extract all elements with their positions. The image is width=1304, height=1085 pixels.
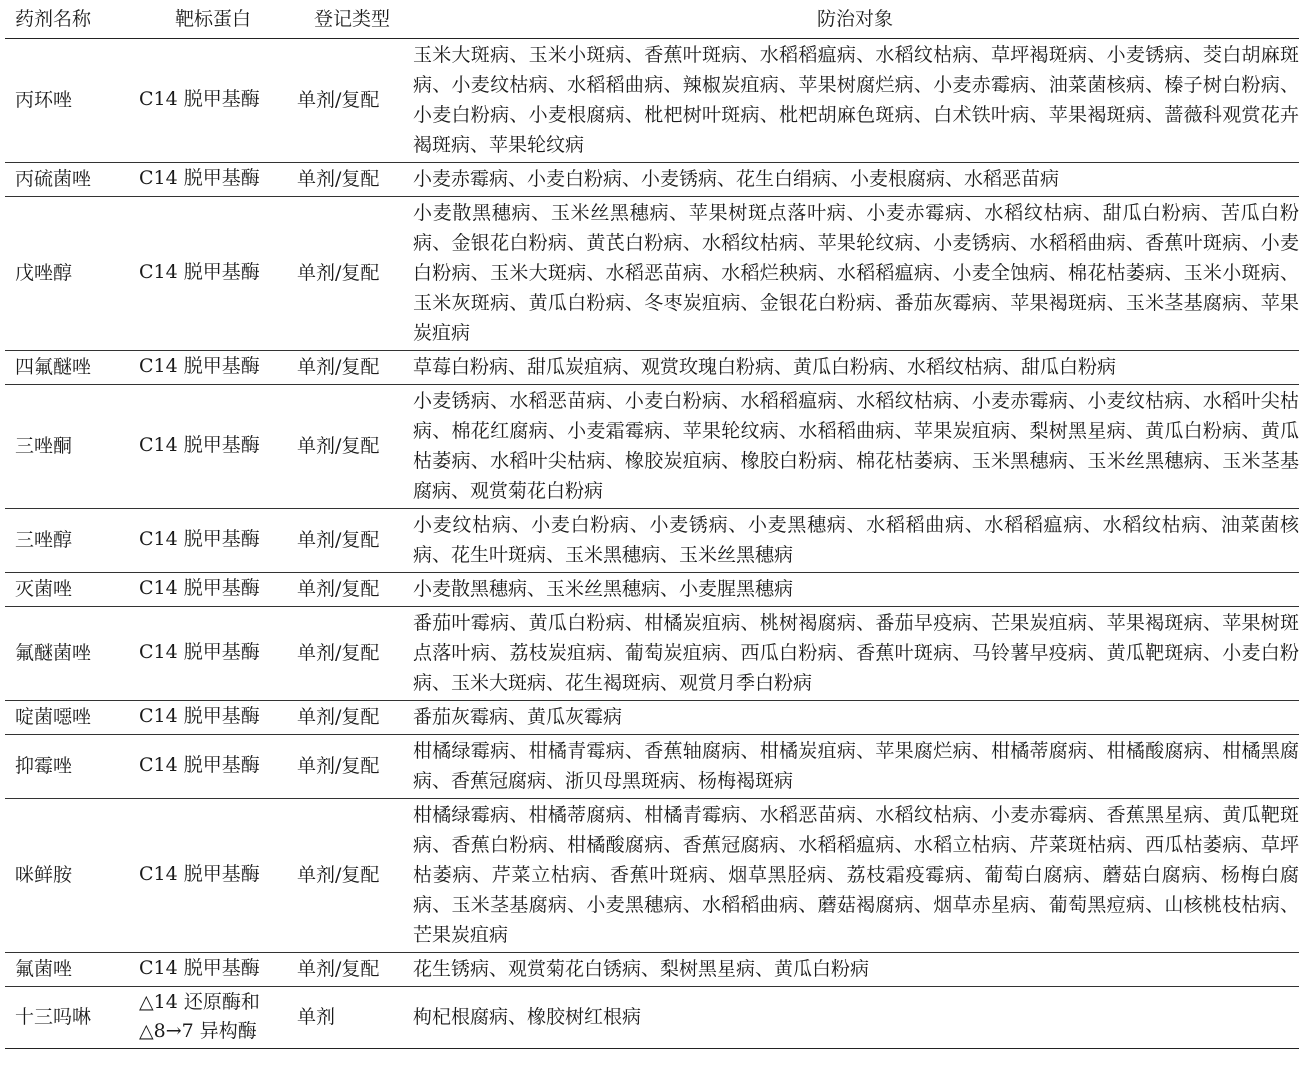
cell-name: 丙硫菌唑 (5, 163, 133, 197)
table-row (5, 385, 1299, 509)
table-row (5, 39, 1299, 163)
cell-name: 四氟醚唑 (5, 351, 133, 385)
cell-objects: 枸杞根腐病、橡胶树红根病 (411, 987, 1299, 1049)
table-row (5, 163, 1299, 197)
cell-name: 氟菌唑 (5, 953, 133, 987)
cell-objects: 柑橘绿霉病、柑橘蒂腐病、柑橘青霉病、水稻恶苗病、水稻纹枯病、小麦赤霉病、香蕉黑星病、黄瓜靶斑病、香蕉白粉病、柑橘酸腐病、香蕉冠腐病、水稻稻瘟病、水稻立枯病、芹菜斑枯病、西瓜枯萎病、草坪枯萎病、芹菜立枯病、香蕉叶斑病、烟草黑胫病、荔枝霜疫霉病、葡萄白腐病、蘑菇白腐病、杨梅白腐病、玉米茎基腐病、小麦黑穗病、水稻稻曲病、蘑菇褐腐病、烟草赤星病、葡萄黑痘病、山核桃枝枯病、芒果炭疽病 (411, 799, 1299, 953)
table-body (5, 39, 1299, 1049)
cell-name: 啶菌噁唑 (5, 701, 133, 735)
cell-target: C14 脱甲基酶 (133, 953, 293, 987)
table-row (5, 987, 1299, 1049)
cell-target: C14 脱甲基酶 (133, 799, 293, 953)
table-row (5, 351, 1299, 385)
table-row (5, 607, 1299, 701)
cell-target: C14 脱甲基酶 (133, 701, 293, 735)
cell-target: C14 脱甲基酶 (133, 351, 293, 385)
cell-target (133, 987, 293, 1049)
cell-name: 三唑醇 (5, 509, 133, 573)
cell-type: 单剂/复配 (293, 701, 411, 735)
cell-type: 单剂/复配 (293, 573, 411, 607)
cell-target-line: △8→7 异构酶 (139, 1019, 257, 1042)
cell-name: 丙环唑 (5, 39, 133, 163)
pesticide-table (5, 4, 1299, 1049)
header-type: 登记类型 (293, 4, 411, 39)
cell-name: 抑霉唑 (5, 735, 133, 799)
cell-target: C14 脱甲基酶 (133, 735, 293, 799)
cell-name: 戊唑醇 (5, 197, 133, 351)
cell-objects: 花生锈病、观赏菊花白锈病、梨树黑星病、黄瓜白粉病 (411, 953, 1299, 987)
cell-name: 三唑酮 (5, 385, 133, 509)
table-header-row (5, 4, 1299, 39)
cell-target: C14 脱甲基酶 (133, 509, 293, 573)
cell-type: 单剂/复配 (293, 953, 411, 987)
cell-target: C14 脱甲基酶 (133, 607, 293, 701)
cell-target: C14 脱甲基酶 (133, 197, 293, 351)
cell-type: 单剂/复配 (293, 607, 411, 701)
cell-name: 氟醚菌唑 (5, 607, 133, 701)
cell-name: 十三吗啉 (5, 987, 133, 1049)
cell-type: 单剂 (293, 987, 411, 1049)
cell-objects: 小麦赤霉病、小麦白粉病、小麦锈病、花生白绢病、小麦根腐病、水稻恶苗病 (411, 163, 1299, 197)
cell-type: 单剂/复配 (293, 735, 411, 799)
cell-target-line: △14 还原酶和 (139, 990, 260, 1013)
cell-objects: 柑橘绿霉病、柑橘青霉病、香蕉轴腐病、柑橘炭疽病、苹果腐烂病、柑橘蒂腐病、柑橘酸腐病、柑橘黑腐病、香蕉冠腐病、浙贝母黑斑病、杨梅褐斑病 (411, 735, 1299, 799)
cell-type: 单剂/复配 (293, 799, 411, 953)
cell-name: 咪鲜胺 (5, 799, 133, 953)
cell-type: 单剂/复配 (293, 351, 411, 385)
cell-name: 灭菌唑 (5, 573, 133, 607)
header-name: 药剂名称 (5, 4, 133, 39)
pesticide-table-container (5, 0, 1299, 1049)
cell-objects: 小麦散黑穗病、玉米丝黑穗病、小麦腥黑穗病 (411, 573, 1299, 607)
table-row (5, 197, 1299, 351)
cell-target: C14 脱甲基酶 (133, 163, 293, 197)
cell-type: 单剂/复配 (293, 197, 411, 351)
cell-target: C14 脱甲基酶 (133, 573, 293, 607)
cell-type: 单剂/复配 (293, 163, 411, 197)
table-row (5, 799, 1299, 953)
cell-objects: 番茄灰霉病、黄瓜灰霉病 (411, 701, 1299, 735)
table-row (5, 735, 1299, 799)
cell-objects: 小麦纹枯病、小麦白粉病、小麦锈病、小麦黑穗病、水稻稻曲病、水稻稻瘟病、水稻纹枯病、油菜菌核病、花生叶斑病、玉米黑穗病、玉米丝黑穗病 (411, 509, 1299, 573)
cell-target: C14 脱甲基酶 (133, 39, 293, 163)
header-objects: 防治对象 (411, 4, 1299, 39)
cell-objects: 小麦散黑穗病、玉米丝黑穗病、苹果树斑点落叶病、小麦赤霉病、水稻纹枯病、甜瓜白粉病、苦瓜白粉病、金银花白粉病、黄芪白粉病、水稻纹枯病、苹果轮纹病、小麦锈病、水稻稻曲病、香蕉叶斑病、小麦白粉病、玉米大斑病、水稻恶苗病、水稻烂秧病、水稻稻瘟病、小麦全蚀病、棉花枯萎病、玉米小斑病、玉米灰斑病、黄瓜白粉病、冬枣炭疽病、金银花白粉病、番茄灰霉病、苹果褐斑病、玉米茎基腐病、苹果炭疽病 (411, 197, 1299, 351)
cell-objects: 玉米大斑病、玉米小斑病、香蕉叶斑病、水稻稻瘟病、水稻纹枯病、草坪褐斑病、小麦锈病、茭白胡麻斑病、小麦纹枯病、水稻稻曲病、辣椒炭疽病、苹果树腐烂病、小麦赤霉病、油菜菌核病、榛子树白粉病、小麦白粉病、小麦根腐病、枇杷树叶斑病、枇杷胡麻色斑病、白术铁叶病、苹果褐斑病、蔷薇科观赏花卉褐斑病、苹果轮纹病 (411, 39, 1299, 163)
cell-target: C14 脱甲基酶 (133, 385, 293, 509)
cell-objects: 番茄叶霉病、黄瓜白粉病、柑橘炭疽病、桃树褐腐病、番茄早疫病、芒果炭疽病、苹果褐斑病、苹果树斑点落叶病、荔枝炭疽病、葡萄炭疽病、西瓜白粉病、香蕉叶斑病、马铃薯早疫病、黄瓜靶斑病、小麦白粉病、玉米大斑病、花生褐斑病、观赏月季白粉病 (411, 607, 1299, 701)
table-row (5, 573, 1299, 607)
cell-objects: 小麦锈病、水稻恶苗病、小麦白粉病、水稻稻瘟病、水稻纹枯病、小麦赤霉病、小麦纹枯病、水稻叶尖枯病、棉花红腐病、小麦霜霉病、苹果轮纹病、水稻稻曲病、苹果炭疽病、梨树黑星病、黄瓜白粉病、黄瓜枯萎病、水稻叶尖枯病、橡胶炭疽病、橡胶白粉病、棉花枯萎病、玉米黑穗病、玉米丝黑穗病、玉米茎基腐病、观赏菊花白粉病 (411, 385, 1299, 509)
table-row (5, 953, 1299, 987)
cell-type: 单剂/复配 (293, 509, 411, 573)
cell-type: 单剂/复配 (293, 385, 411, 509)
header-target: 靶标蛋白 (133, 4, 293, 39)
table-row (5, 701, 1299, 735)
table-row (5, 509, 1299, 573)
cell-type: 单剂/复配 (293, 39, 411, 163)
cell-objects: 草莓白粉病、甜瓜炭疽病、观赏玫瑰白粉病、黄瓜白粉病、水稻纹枯病、甜瓜白粉病 (411, 351, 1299, 385)
